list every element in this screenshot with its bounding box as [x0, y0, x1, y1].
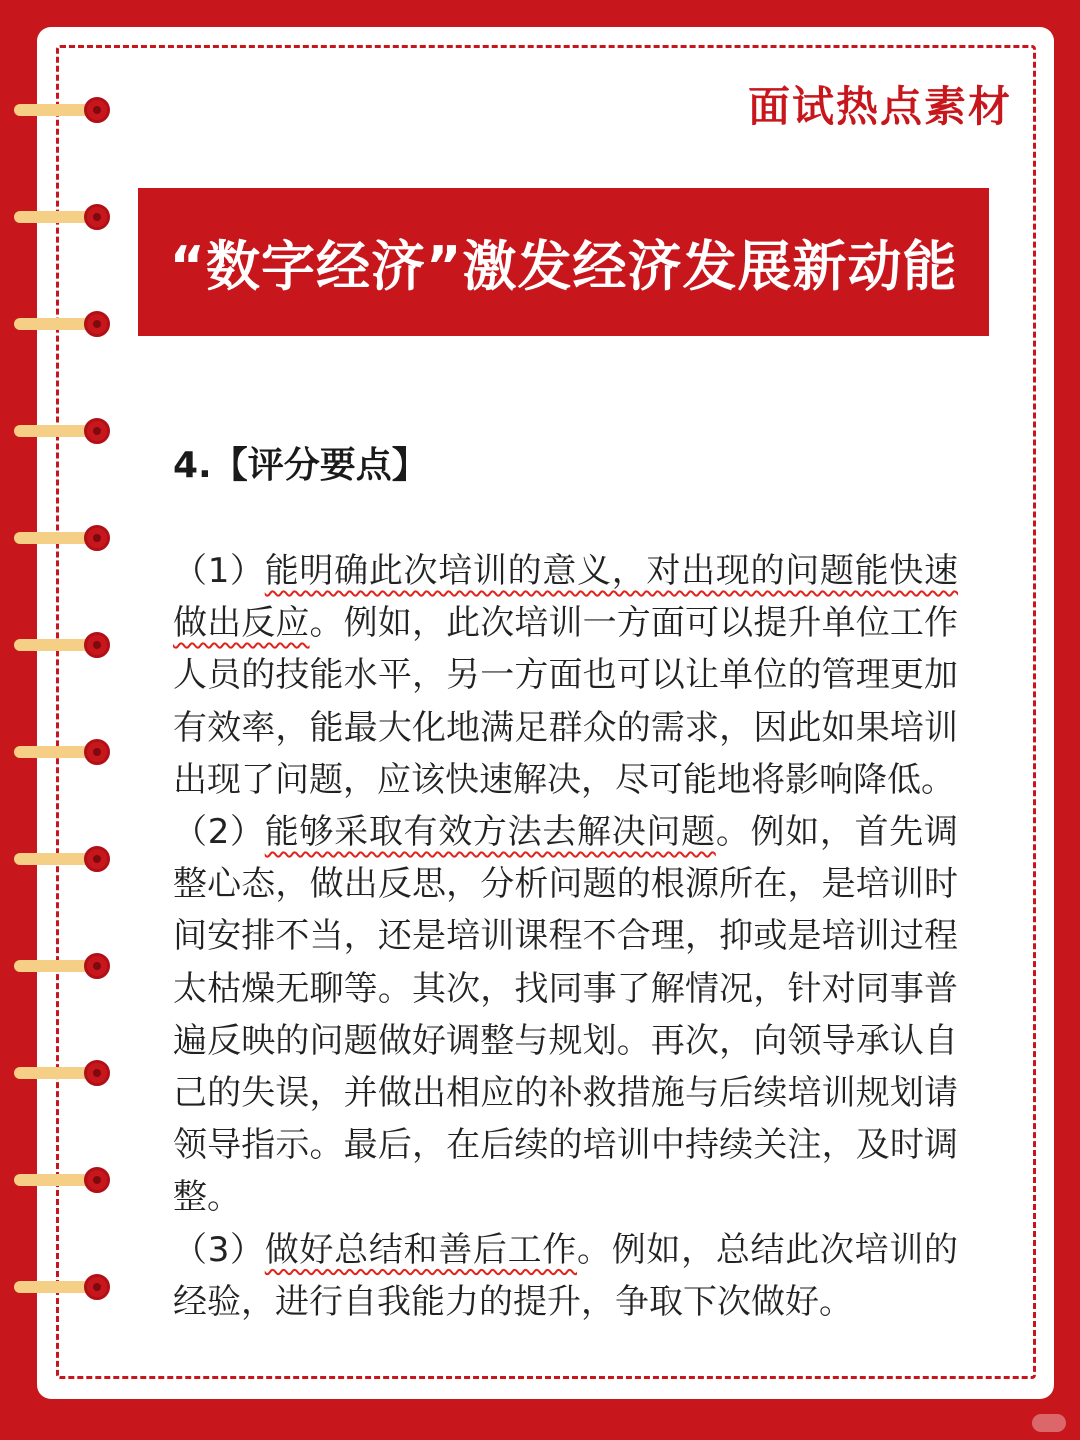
- point-key-phrase: 能够采取有效方法去解决问题: [264, 812, 716, 853]
- category-tag: 面试热点素材: [747, 82, 1012, 131]
- point-detail: 。例如，此次培训一方面可以提升单位工作人员的技能水平，另一方面也可以让单位的管理更加有效率，能最大化地满足群众的需求，因此如果培训出现了问题，应该快速解决，尽可能地将影响降低。: [173, 603, 958, 800]
- watermark-logo-icon: [1032, 1414, 1066, 1432]
- scoring-point: [173, 1224, 958, 1328]
- point-number: （3）: [173, 1229, 265, 1270]
- point-detail: 。例如，首先调整心态，做出反思，分析问题的根源所在，是培训时间安排不当，还是培训课程不合理，抑或是培训过程太枯燥无聊等。其次，找同事了解情况，针对同事普遍反映的问题做好调整与规划。再次，向领导承认自己的失误，并做出相应的补救措施与后续培训规划请领导指示。最后，在后续的培训中持续关注，及时调整。: [173, 812, 959, 1218]
- point-key-phrase: 能明确此次培训的意义，对出现的问题能快速做出反应: [173, 551, 958, 644]
- page-title: “数字经济”激发经济发展新动能: [169, 234, 958, 298]
- scoring-points: [173, 545, 958, 1328]
- scoring-point: [173, 806, 958, 1224]
- point-detail: 。例如，总结此次培训的经验，进行自我能力的提升，争取下次做好。: [173, 1229, 959, 1322]
- title-banner: [138, 188, 989, 336]
- point-key-phrase: 做好总结和善后工作: [264, 1229, 578, 1270]
- scoring-point: [173, 545, 958, 806]
- point-number: （2）: [173, 812, 265, 853]
- section-heading: 4.【评分要点】: [173, 445, 428, 486]
- point-number: （1）: [173, 551, 265, 591]
